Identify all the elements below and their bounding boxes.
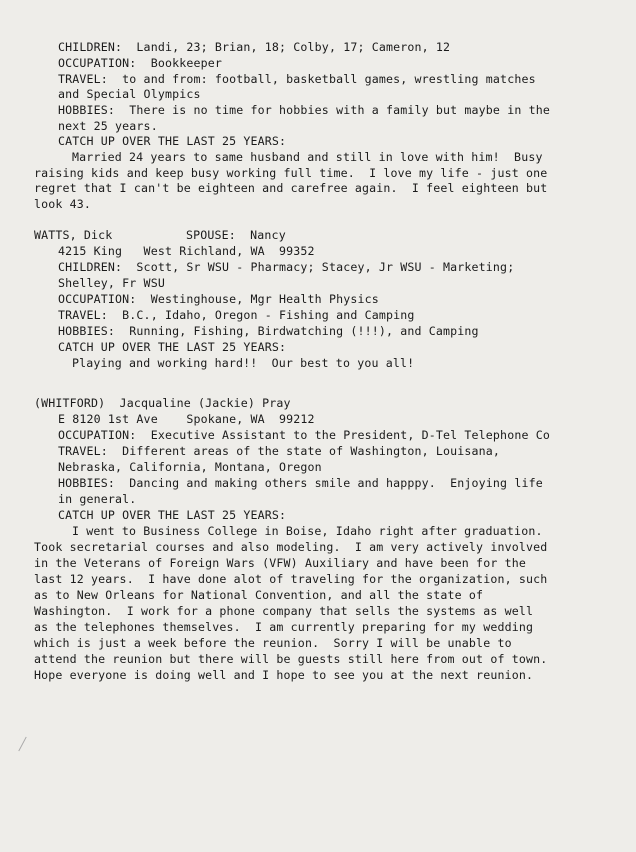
catch-up-heading: CATCH UP OVER THE LAST 25 YEARS: — [58, 340, 287, 354]
address-line: E 8120 1st Ave Spokane, WA 99212 — [58, 412, 315, 426]
travel-line-cont: and Special Olympics — [58, 87, 201, 101]
catch-up-text: last 12 years. I have done alot of traveling for the organization, such — [34, 572, 548, 586]
catch-up-text: Took secretarial courses and also modeling. I am very actively involved — [34, 540, 548, 554]
catch-up-text: which is just a week before the reunion. Sorry I will be unable to — [34, 636, 512, 650]
catch-up-text: Playing and working hard!! Our best to you all! — [72, 356, 415, 370]
hobbies-line: HOBBIES: Running, Fishing, Birdwatching (!!!), and Camping — [58, 324, 479, 338]
catch-up-heading: CATCH UP OVER THE LAST 25 YEARS: — [58, 508, 287, 522]
catch-up-text: as to New Orleans for National Convention, and all the state of — [34, 588, 484, 602]
occupation-line: OCCUPATION: Bookkeeper — [58, 56, 222, 70]
stray-pen-mark — [18, 737, 26, 752]
entry-name: WATTS, Dick — [34, 228, 113, 242]
travel-line: TRAVEL: Different areas of the state of Washington, Louisana, — [58, 444, 501, 458]
catch-up-text: Married 24 years to same husband and still in love with him! Busy — [72, 150, 543, 164]
address-line: 4215 King West Richland, WA 99352 — [58, 244, 315, 258]
children-line: CHILDREN: Landi, 23; Brian, 18; Colby, 17; Cameron, 12 — [58, 40, 451, 54]
catch-up-text: Washington. I work for a phone company that sells the systems as well — [34, 604, 534, 618]
catch-up-text: look 43. — [34, 197, 92, 211]
children-line-cont: Shelley, Fr WSU — [58, 276, 165, 290]
catch-up-text: in the Veterans of Foreign Wars (VFW) Auxiliary and have been for the — [34, 556, 526, 570]
catch-up-text: regret that I can't be eighteen and carefree again. I feel eighteen but — [34, 181, 548, 195]
entry-name: (WHITFORD) Jacqualine (Jackie) Pray — [34, 396, 291, 410]
catch-up-text: I went to Business College in Boise, Idaho right after graduation. — [72, 524, 543, 538]
occupation-line: OCCUPATION: Executive Assistant to the President, D-Tel Telephone Co — [58, 428, 550, 442]
travel-line: TRAVEL: to and from: football, basketball games, wrestling matches — [58, 72, 536, 86]
catch-up-text: Hope everyone is doing well and I hope to see you at the next reunion. — [34, 668, 534, 682]
hobbies-line-cont: next 25 years. — [58, 119, 158, 133]
travel-line-cont: Nebraska, California, Montana, Oregon — [58, 460, 322, 474]
children-line: CHILDREN: Scott, Sr WSU - Pharmacy; Stacey, Jr WSU - Marketing; — [58, 260, 515, 274]
travel-line: TRAVEL: B.C., Idaho, Oregon - Fishing and Camping — [58, 308, 415, 322]
catch-up-text: attend the reunion but there will be guests still here from out of town. — [34, 652, 548, 666]
hobbies-line-cont: in general. — [58, 492, 137, 506]
catch-up-heading: CATCH UP OVER THE LAST 25 YEARS: — [58, 134, 287, 148]
hobbies-line: HOBBIES: Dancing and making others smile and happpy. Enjoying life — [58, 476, 543, 490]
catch-up-text: raising kids and keep busy working full time. I love my life - just one — [34, 166, 548, 180]
spouse-label: SPOUSE: Nancy — [186, 228, 286, 242]
occupation-line: OCCUPATION: Westinghouse, Mgr Health Physics — [58, 292, 379, 306]
hobbies-line: HOBBIES: There is no time for hobbies with a family but maybe in the — [58, 103, 550, 117]
catch-up-text: as the telephones themselves. I am currently preparing for my wedding — [34, 620, 534, 634]
